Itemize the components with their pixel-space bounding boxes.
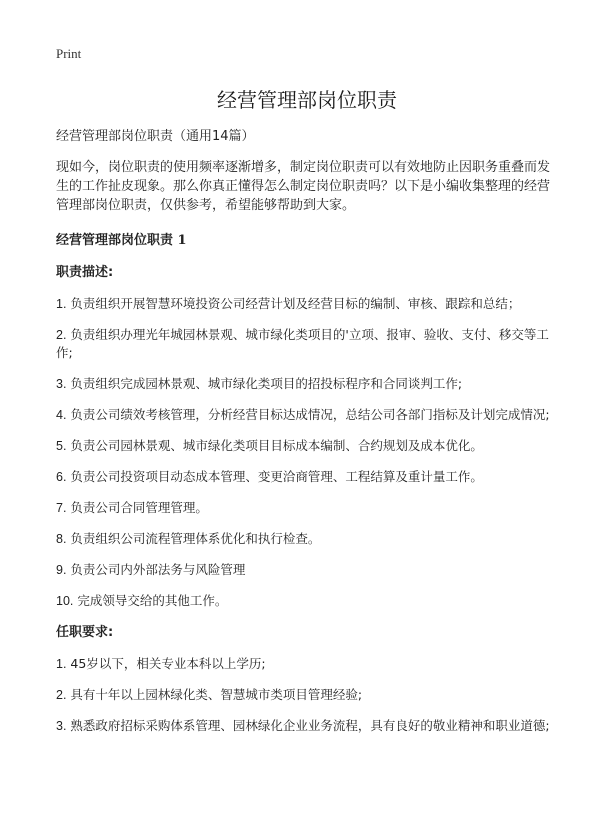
duty-item xyxy=(56,326,558,362)
requirement-item xyxy=(56,686,558,704)
duty-item xyxy=(56,499,558,517)
duties-list xyxy=(56,295,558,610)
duty-number: 9. xyxy=(56,563,67,577)
duty-text: 负责公司合同管理管理。 xyxy=(70,500,208,515)
duty-item xyxy=(56,295,558,313)
print-link[interactable]: Print xyxy=(56,46,82,61)
duty-item xyxy=(56,437,558,455)
duty-number: 4. xyxy=(56,408,67,422)
section-heading: 经营管理部岗位职责 1 xyxy=(56,233,187,248)
duty-text: 负责公司绩效考核管理，分析经营目标达成情况，总结公司各部门指标及计划完成情况; xyxy=(70,407,550,422)
requirement-number: 2. xyxy=(56,688,67,702)
duty-text: 负责组织开展智慧环境投资公司经营计划及经营目标的编制、审核、跟踪和总结； xyxy=(70,296,521,311)
requirement-text: 45岁以下，相关专业本科以上学历; xyxy=(70,656,266,671)
duty-number: 5. xyxy=(56,439,67,453)
duty-number: 7. xyxy=(56,501,67,515)
duty-text: 负责公司投资项目动态成本管理、变更洽商管理、工程结算及重计量工作。 xyxy=(70,469,483,484)
duty-number: 1. xyxy=(56,297,67,311)
duty-number: 2. xyxy=(56,328,67,342)
requirement-text: 具有十年以上园林绿化类、智慧城市类项目管理经验; xyxy=(70,687,363,702)
duty-number: 10. xyxy=(56,594,74,608)
duties-heading: 职责描述: xyxy=(56,265,114,280)
requirements-heading: 任职要求: xyxy=(56,625,114,640)
requirement-number: 3. xyxy=(56,719,67,733)
duty-text: 负责公司园林景观、城市绿化类项目目标成本编制、合约规划及成本优化。 xyxy=(70,438,483,453)
duty-text: 负责组织完成园林景观、城市绿化类项目的招投标程序和合同谈判工作; xyxy=(70,376,463,391)
duty-text: 负责组织办理光年城园林景观、城市绿化类项目的'立项、报审、验收、支付、移交等工作; xyxy=(56,327,549,360)
duty-text: 负责组织公司流程管理体系优化和执行检查。 xyxy=(70,531,321,546)
duty-number: 3. xyxy=(56,377,67,391)
duty-item xyxy=(56,468,558,486)
duty-text: 负责公司内外部法务与风险管理 xyxy=(70,562,246,577)
duty-item xyxy=(56,406,558,424)
intro-paragraph: 现如今，岗位职责的使用频率逐渐增多，制定岗位职责可以有效地防止因职务重叠而发生的工作扯皮现象。那么你真正懂得怎么制定岗位职责吗？以下是小编收集整理的经营管理部岗位职责，仅供参考，希望能够帮助到大家。 xyxy=(56,160,551,213)
requirement-text: 熟悉政府招标采购体系管理、园林绿化企业业务流程，具有良好的敬业精神和职业道德; xyxy=(70,718,550,733)
requirements-list xyxy=(56,655,558,735)
duty-text: 完成领导交给的其他工作。 xyxy=(77,593,228,608)
requirement-number: 1. xyxy=(56,657,67,671)
requirement-item xyxy=(56,655,558,673)
duty-item xyxy=(56,561,558,579)
duty-item xyxy=(56,592,558,610)
document-title: 经营管理部岗位职责 xyxy=(217,88,397,112)
duty-item xyxy=(56,530,558,548)
duty-number: 6. xyxy=(56,470,67,484)
requirement-item xyxy=(56,717,558,735)
duty-number: 8. xyxy=(56,532,67,546)
document-subtitle: 经营管理部岗位职责（通用14篇） xyxy=(56,129,255,144)
duty-item xyxy=(56,375,558,393)
